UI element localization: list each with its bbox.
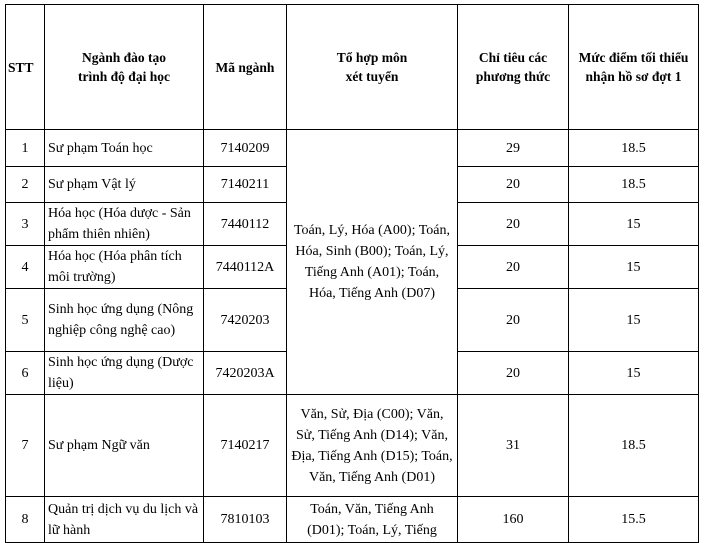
cell-ma-nganh: 7140209 [204, 130, 287, 167]
table-row [6, 130, 699, 167]
cell-muc-diem: 15 [569, 352, 699, 395]
header-ma-nganh: Mã ngành [204, 5, 287, 130]
header-row [6, 5, 699, 130]
cell-chi-tieu: 20 [458, 203, 569, 246]
cell-stt: 8 [6, 497, 45, 543]
cell-muc-diem: 15 [569, 203, 699, 246]
cell-muc-diem: 15.5 [569, 497, 699, 543]
cell-nganh: Hóa học (Hóa dược - Sản phẩm thiên nhiên) [45, 203, 204, 246]
header-stt: STT [6, 5, 45, 130]
cell-stt: 3 [6, 203, 45, 246]
cell-chi-tieu: 20 [458, 167, 569, 203]
header-nganh: Ngành đào tạo trình độ đại học [45, 5, 204, 130]
cell-chi-tieu: 160 [458, 497, 569, 543]
admission-table [5, 4, 699, 543]
header-chi-tieu: Chỉ tiêu các phương thức [458, 5, 569, 130]
table-row [6, 395, 699, 497]
cell-chi-tieu: 29 [458, 130, 569, 167]
cell-chi-tieu: 20 [458, 352, 569, 395]
cell-stt: 2 [6, 167, 45, 203]
header-muc-diem: Mức điểm tối thiểu nhận hồ sơ đợt 1 [569, 5, 699, 130]
cell-muc-diem: 18.5 [569, 167, 699, 203]
cell-nganh: Hóa học (Hóa phân tích môi trường) [45, 246, 204, 289]
cell-ma-nganh: 7440112 [204, 203, 287, 246]
cell-ma-nganh: 7140217 [204, 395, 287, 497]
cell-chi-tieu: 20 [458, 246, 569, 289]
cell-stt: 6 [6, 352, 45, 395]
cell-nganh: Sinh học ứng dụng (Nông nghiệp công nghệ cao) [45, 289, 204, 352]
cell-to-hop: Văn, Sử, Địa (C00); Văn, Sử, Tiếng Anh (D14); Văn, Địa, Tiếng Anh (D15); Toán, Văn, Tiếng Anh (D01) [287, 395, 458, 497]
cell-chi-tieu: 31 [458, 395, 569, 497]
cell-nganh: Sinh học ứng dụng (Dược liệu) [45, 352, 204, 395]
cell-nganh: Sư phạm Ngữ văn [45, 395, 204, 497]
cell-to-hop: Toán, Văn, Tiếng Anh (D01); Toán, Lý, Tiếng [287, 497, 458, 543]
cell-stt: 5 [6, 289, 45, 352]
cell-muc-diem: 18.5 [569, 130, 699, 167]
cell-muc-diem: 18.5 [569, 395, 699, 497]
table-row [6, 497, 699, 543]
cell-stt: 7 [6, 395, 45, 497]
cell-muc-diem: 15 [569, 246, 699, 289]
cell-ma-nganh: 7140211 [204, 167, 287, 203]
cell-nganh: Sư phạm Vật lý [45, 167, 204, 203]
cell-nganh: Quản trị dịch vụ du lịch và lữ hành [45, 497, 204, 543]
cell-muc-diem: 15 [569, 289, 699, 352]
cell-chi-tieu: 20 [458, 289, 569, 352]
cell-ma-nganh: 7420203 [204, 289, 287, 352]
cell-to-hop-shared: Toán, Lý, Hóa (A00); Toán, Hóa, Sinh (B00); Toán, Lý, Tiếng Anh (A01); Toán, Hóa, Tiếng Anh (D07) [287, 130, 458, 395]
cell-ma-nganh: 7810103 [204, 497, 287, 543]
cell-ma-nganh: 7440112A [204, 246, 287, 289]
cell-stt: 1 [6, 130, 45, 167]
cell-nganh: Sư phạm Toán học [45, 130, 204, 167]
cell-stt: 4 [6, 246, 45, 289]
cell-ma-nganh: 7420203A [204, 352, 287, 395]
header-to-hop: Tổ hợp môn xét tuyển [287, 5, 458, 130]
